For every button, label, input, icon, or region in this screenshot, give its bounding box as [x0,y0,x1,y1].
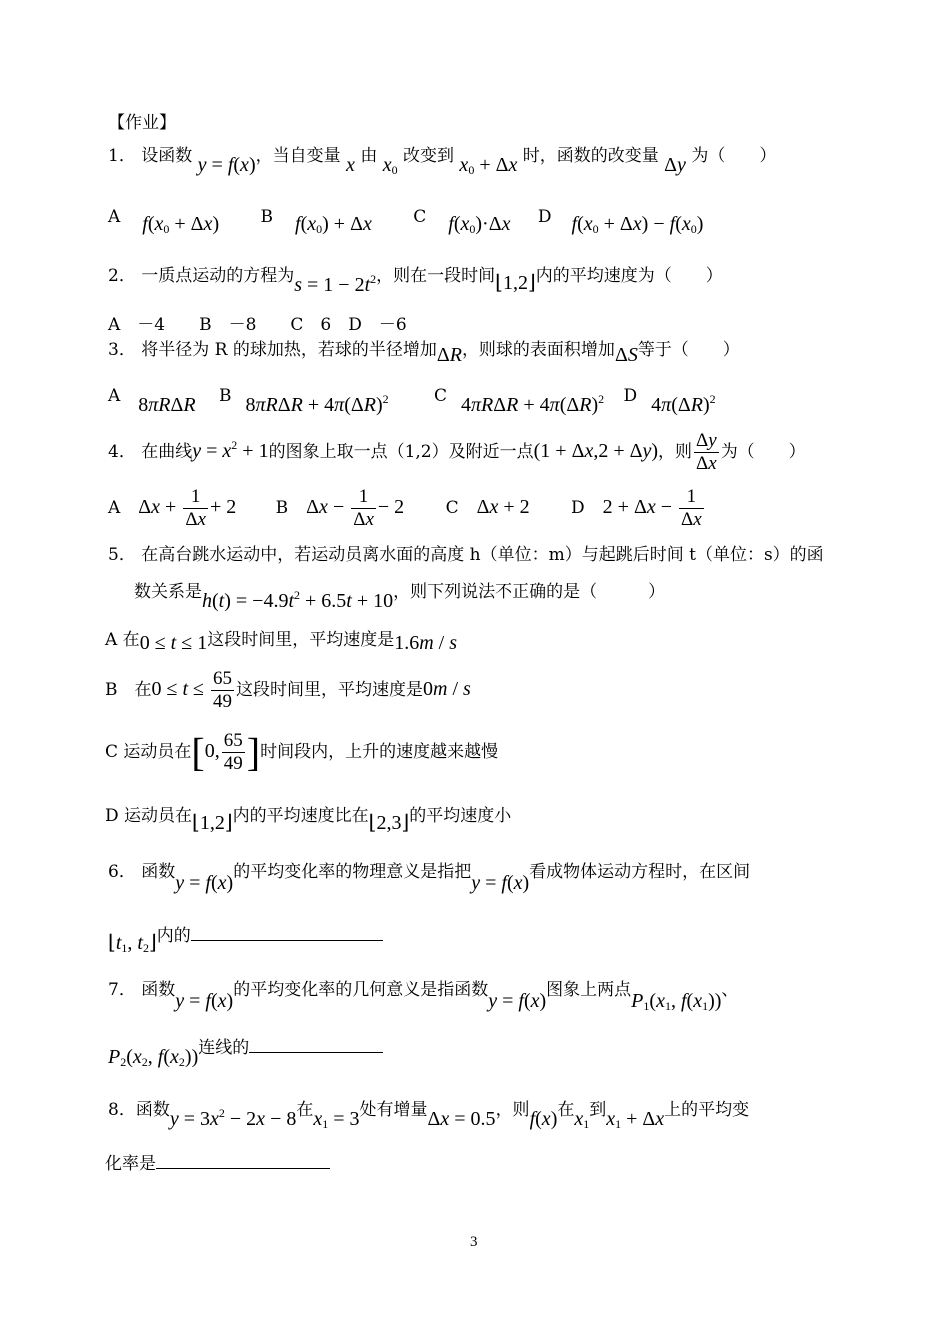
question-3: 3． 将半径为 R 的球加热，若球的半径增加ΔR，则球的表面积增加ΔS等于（ ） [108,340,740,366]
q5-line2: 数关系是$h(t) = -4.9t^2 + 6.5t + 10$，则下列说法不正确的是（ ） [134,582,666,612]
q3-options: A 8πRΔR B $8\pi R\Delta R + 4\pi(\Delta R)^2$ C $4\pi R\Delta R + 4\pi(\Delta R)^2$ D $4\pi(\Delta R)^2$ [108,386,716,416]
q6-line2: $⌊t_1$, $t_2⌋$内的 [108,922,383,951]
q7-line2: $P_2(x_2$, $f(x_2)$)连线的 [108,1034,383,1063]
question-4: 4． 在曲线$y = x^2 + 1$的图象上取一点（1,2）及附近一点(1 + Δx,2 + Δy)，则 $\frac{\Delta y}{\Delta x}$ 为（ ） [108,430,806,474]
q5-option-a: A 在0 ≤ t ≤ 1这段时间里，平均速度是1.6m / s [105,630,458,654]
q2-options: A －4 B －8 C 6 D －6 [108,315,407,335]
q4-options: A Δx + $\frac{1}{\Delta x}$ + 2 B Δx − $\frac{1}{\Delta x}$ − 2 C Δx + 2 D 2 + Δx − $\frac{1}{\Delta x}$ [108,486,702,530]
q5-option-d: D 运动员在⌊1,2⌋内的平均速度比在⌊2,3⌋的平均速度小 [105,806,512,834]
page-number: 3 [470,1234,478,1250]
section-header: 【作业】 [108,113,176,133]
q1-number: 1． [108,146,136,166]
q7-answer-blank[interactable] [249,1034,383,1053]
question-2: 2． 一质点运动的方程为$s = 1 - 2t^2$，则在一段时间⌊1,2⌋内的平均速度为（ ） [108,266,723,296]
q1-formula: y = f(x) [197,154,256,176]
q1-text: 设函数 [141,146,193,166]
q6-answer-blank[interactable] [191,922,383,941]
q5-option-b: B 在0 ≤ t ≤ $\frac{65}{49}$ 这段时间里，平均速度是0m / s [105,668,471,712]
q5-option-c: C 运动员在[0, $\frac{65}{49}$ ]时间段内，上升的速度越来越慢 [105,729,499,775]
q1-options: A $f(x_0 + \Delta x)$ B $f(x_0) + \Delta x$ C $f(x_0)\cdot\Delta x$ D $f(x_0 + \Delta x) - f(x_0)$ [108,207,704,236]
q8-line2: 化率是 [105,1150,330,1175]
q8-answer-blank[interactable] [156,1150,330,1169]
question-8: 8．函数$y = 3x^2 - 2x - 8$在$x_1 = 3$处有增量Δx = 0.5，则f(x)在$x_1$到$x_1 + \Delta x$上的平均变 [108,1100,750,1131]
question-5: 5． 在高台跳水运动中，若运动员离水面的高度 h（单位：m）与起跳后时间 t（单位：s）的函 [108,545,824,565]
question-6: 6． 函数y = f(x)的平均变化率的物理意义是指把y = f(x)看成物体运动方程时，在区间 [108,862,751,894]
question-1: 1． 设函数 y = f(x)，当自变量 x 由 $x_0$ 改变到 $x_0 + \Delta x$ 时，函数的改变量 Δy 为（ ） [108,146,777,177]
question-7: 7． 函数y = f(x)的平均变化率的几何意义是指函数y = f(x)图象上两点$P_1(x_1$, $f(x_1)$)、 [108,980,739,1013]
